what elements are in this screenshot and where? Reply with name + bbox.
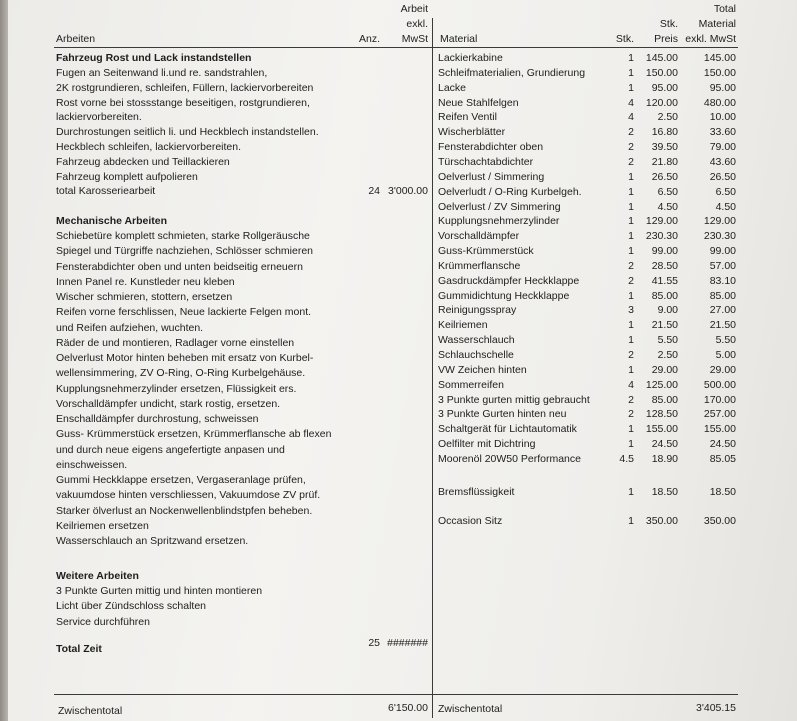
work-line: Schiebetüre komplett schmieten, starke Rollgeräusche xyxy=(56,230,310,242)
section-rost-title: Fahrzeug Rost und Lack instandstellen xyxy=(56,52,252,64)
material-price: 350.00 xyxy=(645,515,678,527)
material-price: 2.50 xyxy=(657,349,678,361)
material-total: 57.00 xyxy=(709,260,736,272)
material-name: Wasserschlauch xyxy=(438,334,515,346)
work-line: Rost vorne bei stossstange beseitigen, rostgrundieren, xyxy=(56,97,310,109)
right-subtotal-label: Zwischentotal xyxy=(438,703,503,715)
material-total: 5.50 xyxy=(715,334,736,346)
material-total: 79.00 xyxy=(709,141,736,153)
material-qty: 2 xyxy=(628,141,634,153)
material-total: 350.00 xyxy=(703,515,736,527)
material-qty: 1 xyxy=(628,290,634,302)
material-total: 480.00 xyxy=(703,97,736,109)
material-price: 85.00 xyxy=(651,394,678,406)
material-total: 500.00 xyxy=(703,379,736,391)
header-rule xyxy=(54,47,738,48)
work-line: Fensterabdichter oben und unten beidseitig erneuern xyxy=(56,261,303,273)
material-qty: 3 xyxy=(628,304,634,316)
work-line: total Karosseriearbeit xyxy=(56,185,156,197)
material-name: Guss-Krümmerstück xyxy=(438,245,534,257)
material-name: Keilriemen xyxy=(438,319,488,331)
material-name: Occasion Sitz xyxy=(438,515,503,527)
material-price: 85.00 xyxy=(651,290,678,302)
material-total: 85.00 xyxy=(709,290,736,302)
header-stk: Stk. xyxy=(615,33,634,45)
material-total: 26.50 xyxy=(709,171,736,183)
work-line: 3 Punkte Gurten mittig und hinten montieren xyxy=(56,585,263,597)
work-line: Spiegel und Türgriffe nachziehen, Schlösser schmieren xyxy=(56,245,314,257)
material-price: 6.50 xyxy=(657,186,678,198)
material-total: 21.50 xyxy=(709,319,736,331)
material-qty: 1 xyxy=(628,52,634,64)
material-name: Schaltgerät für Lichtautomatik xyxy=(438,423,577,435)
work-line: Durchrostungen seitlich li. und Heckblech instandstellen. xyxy=(56,126,319,138)
header-preis-l1: Stk. xyxy=(659,18,678,30)
material-qty: 1 xyxy=(628,334,634,346)
header-arbeiten: Arbeiten xyxy=(56,33,96,45)
material-name: Moorenöl 20W50 Performance xyxy=(438,453,581,465)
material-qty: 2 xyxy=(628,394,634,406)
material-name: Oelverlust / ZV Simmering xyxy=(438,201,561,213)
material-qty: 1 xyxy=(628,423,634,435)
work-line: Räder de und montieren, Radlager vorne einstellen xyxy=(56,337,295,349)
header-arbeit-l3: MwSt xyxy=(401,33,428,45)
material-name: VW Zeichen hinten xyxy=(438,364,527,376)
work-line: Licht über Zündschloss schalten xyxy=(56,600,206,612)
work-line: vakuumdose hinten verschliessen, Vakuumdose ZV prüf. xyxy=(56,489,321,501)
material-price: 125.00 xyxy=(645,379,678,391)
material-total: 10.00 xyxy=(709,111,736,123)
material-price: 21.50 xyxy=(651,319,678,331)
work-line: Enschalldämpfer durchrostung, schweissen xyxy=(56,413,259,425)
material-name: Reifen Ventil xyxy=(438,111,497,123)
material-price: 129.00 xyxy=(645,215,678,227)
material-price: 120.00 xyxy=(645,97,678,109)
work-line: Wischer schmieren, stottern, ersetzen xyxy=(56,291,233,303)
header-preis-l2: Preis xyxy=(654,33,678,45)
material-qty: 2 xyxy=(628,349,634,361)
work-line: Vorschalldämpfer undicht, stark rostig, ersetzen. xyxy=(56,398,281,410)
material-total: 155.00 xyxy=(703,423,736,435)
material-name: Sommerreifen xyxy=(438,379,504,391)
material-qty: 1 xyxy=(628,319,634,331)
material-qty: 4 xyxy=(628,97,634,109)
material-name: Reinigungsspray xyxy=(438,304,517,316)
column-divider xyxy=(432,18,433,718)
material-price: 150.00 xyxy=(645,67,678,79)
header-total-l2: Material xyxy=(698,18,736,30)
material-total: 18.50 xyxy=(709,486,736,498)
header-total-l3: exkl. MwSt xyxy=(685,33,736,45)
material-price: 16.80 xyxy=(651,126,678,138)
material-qty: 1 xyxy=(628,230,634,242)
material-name: Schlauchschelle xyxy=(438,349,514,361)
work-line: einschweissen. xyxy=(56,459,128,471)
material-name: Fensterabdichter oben xyxy=(438,141,544,153)
material-total: 4.50 xyxy=(715,201,736,213)
material-qty: 2 xyxy=(628,260,634,272)
work-line: Oelverlust Motor hinten beheben mit ersatz von Kurbel- xyxy=(56,352,314,364)
material-price: 41.55 xyxy=(651,275,678,287)
material-qty: 1 xyxy=(628,82,634,94)
work-line: 2K rostgrundieren, schleifen, Füllern, lackiervorbereiten xyxy=(56,82,314,94)
work-line: Kupplungsnehmerzylinder ersetzen, Flüssigkeit ers. xyxy=(56,383,297,395)
material-price: 18.50 xyxy=(651,486,678,498)
material-total: 33.60 xyxy=(709,126,736,138)
right-subtotal-amount: 3'405.15 xyxy=(696,702,736,714)
material-name: Krümmerflansche xyxy=(438,260,521,272)
material-qty: 1 xyxy=(628,215,634,227)
header-arbeit-l1: Arbeit xyxy=(400,3,428,15)
work-line: wellensimmering, ZV O-Ring, O-Ring Kurbelgehäuse. xyxy=(56,367,306,379)
material-total: 150.00 xyxy=(703,67,736,79)
total-zeit-anz: 25 xyxy=(368,637,380,649)
header-material: Material xyxy=(440,33,478,45)
material-total: 29.00 xyxy=(709,364,736,376)
material-price: 4.50 xyxy=(657,201,678,213)
section-weitere-title: Weitere Arbeiten xyxy=(56,570,139,582)
material-price: 39.50 xyxy=(651,141,678,153)
material-name: Schleifmaterialien, Grundierung xyxy=(438,67,586,79)
material-name: Gasdruckdämpfer Heckklappe xyxy=(438,275,580,287)
page-edge xyxy=(0,0,8,721)
left-subtotal-label: Zwischentotal xyxy=(58,705,123,717)
material-name: Türschachtabdichter xyxy=(438,156,534,168)
total-zeit-label: Total Zeit xyxy=(56,643,102,655)
work-line: Gummi Heckklappe ersetzen, Vergaseranlage prüfen, xyxy=(56,474,306,486)
material-price: 95.00 xyxy=(651,82,678,94)
total-zeit-amount: ####### xyxy=(387,637,428,649)
work-line: Reifen vorne ferschlissen, Neue lackierte Felgen mont. xyxy=(56,306,312,318)
material-name: Lacke xyxy=(438,82,467,94)
material-qty: 2 xyxy=(628,126,634,138)
material-name: Kupplungsnehmerzylinder xyxy=(438,215,560,227)
material-price: 28.50 xyxy=(651,260,678,272)
material-name: Oelverlust / Simmering xyxy=(438,171,545,183)
material-qty: 1 xyxy=(628,438,634,450)
material-qty: 2 xyxy=(628,156,634,168)
material-total: 43.60 xyxy=(709,156,736,168)
material-price: 128.50 xyxy=(645,408,678,420)
material-qty: 1 xyxy=(628,201,634,213)
material-name: 3 Punkte Gurten hinten neu xyxy=(438,408,567,420)
material-total: 129.00 xyxy=(703,215,736,227)
material-name: Gummidichtung Heckklappe xyxy=(438,290,570,302)
material-total: 257.00 xyxy=(703,408,736,420)
work-line: Fahrzeug abdecken und Teillackieren xyxy=(56,156,230,168)
material-name: Neue Stahlfelgen xyxy=(438,97,519,109)
work-line: lackiervorbereiten. xyxy=(56,111,142,123)
material-name: Wischerblätter xyxy=(438,126,506,138)
material-name: Lackierkabine xyxy=(438,52,503,64)
material-total: 230.30 xyxy=(703,230,736,242)
material-price: 9.00 xyxy=(657,304,678,316)
section-mechanik-title: Mechanische Arbeiten xyxy=(56,215,168,227)
work-line: Heckblech schleifen, lackiervorbereiten. xyxy=(56,141,242,153)
material-total: 95.00 xyxy=(709,82,736,94)
material-price: 18.90 xyxy=(651,453,678,465)
section-rost-anz: 24 xyxy=(368,185,380,197)
material-qty: 2 xyxy=(628,408,634,420)
material-qty: 4.5 xyxy=(619,453,634,465)
work-line: Guss- Krümmerstück ersetzen, Krümmerflansche ab flexen xyxy=(56,428,332,440)
material-total: 6.50 xyxy=(715,186,736,198)
material-price: 26.50 xyxy=(651,171,678,183)
material-qty: 1 xyxy=(628,486,634,498)
material-price: 230.30 xyxy=(645,230,678,242)
material-total: 145.00 xyxy=(703,52,736,64)
work-line: Fahrzeug komplett aufpolieren xyxy=(56,171,198,183)
material-qty: 1 xyxy=(628,515,634,527)
material-qty: 1 xyxy=(628,171,634,183)
material-qty: 1 xyxy=(628,186,634,198)
header-arbeit-l2: exkl. xyxy=(406,18,428,30)
left-subtotal-amount: 6'150.00 xyxy=(388,702,428,714)
work-line: Wasserschlauch an Spritzwand ersetzen. xyxy=(56,535,249,547)
work-line: und durch neue eigens angefertigte anpasen und xyxy=(56,444,285,456)
material-name: Bremsflüssigkeit xyxy=(438,486,515,498)
header-total-l1: Total xyxy=(713,3,736,15)
material-price: 24.50 xyxy=(651,438,678,450)
material-qty: 1 xyxy=(628,245,634,257)
work-line: Keilriemen ersetzen xyxy=(56,520,149,532)
material-price: 155.00 xyxy=(645,423,678,435)
material-name: Vorschalldämpfer xyxy=(438,230,520,242)
work-line: und Reifen aufziehen, wuchten. xyxy=(56,322,204,334)
section-rost-amount: 3'000.00 xyxy=(388,185,428,197)
material-total: 5.00 xyxy=(715,349,736,361)
material-total: 27.00 xyxy=(709,304,736,316)
material-qty: 4 xyxy=(628,111,634,123)
material-qty: 4 xyxy=(628,379,634,391)
material-total: 83.10 xyxy=(709,275,736,287)
material-price: 2.50 xyxy=(657,111,678,123)
material-qty: 1 xyxy=(628,67,634,79)
material-total: 85.05 xyxy=(709,453,736,465)
material-qty: 2 xyxy=(628,275,634,287)
material-total: 99.00 xyxy=(709,245,736,257)
material-name: Oelverludt / O-Ring Kurbelgeh. xyxy=(438,186,582,198)
material-price: 145.00 xyxy=(645,52,678,64)
subtotal-rule xyxy=(54,694,738,695)
material-total: 170.00 xyxy=(703,394,736,406)
work-line: Fugen an Seitenwand li.und re. sandstrahlen, xyxy=(56,67,268,79)
work-line: Starker ölverlust an Nockenwellenblindstpfen beheben. xyxy=(56,505,313,517)
material-price: 5.50 xyxy=(657,334,678,346)
header-anz: Anz. xyxy=(358,33,380,45)
material-name: Oelfilter mit Dichtring xyxy=(438,438,536,450)
material-name: 3 Punkte gurten mittig gebraucht xyxy=(438,394,590,406)
material-total: 24.50 xyxy=(709,438,736,450)
material-price: 21.80 xyxy=(651,156,678,168)
material-price: 29.00 xyxy=(651,364,678,376)
work-line: Innen Panel re. Kunstleder neu kleben xyxy=(56,276,235,288)
material-price: 99.00 xyxy=(651,245,678,257)
work-line: Service durchführen xyxy=(56,616,150,628)
material-qty: 1 xyxy=(628,364,634,376)
